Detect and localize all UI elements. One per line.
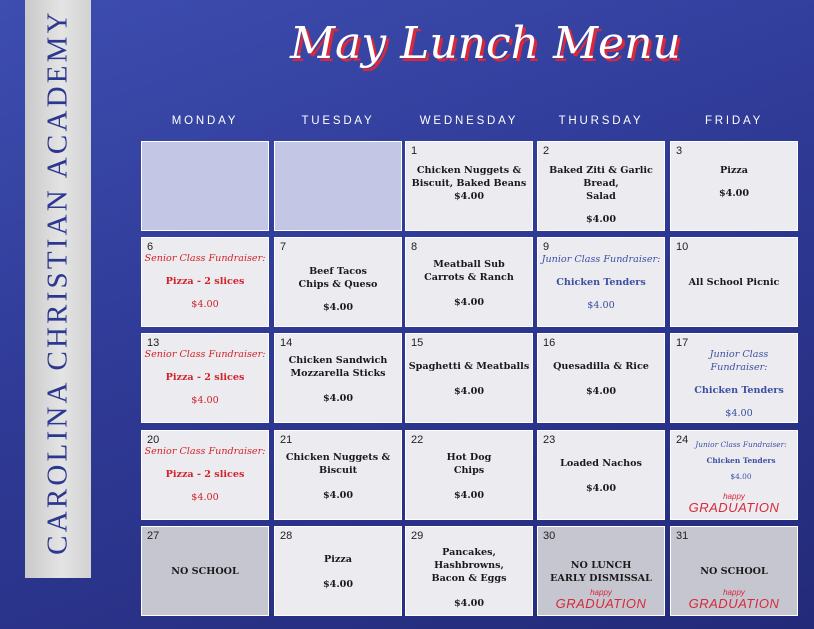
fundraiser-note: Senior Class Fundraiser:	[144, 446, 266, 457]
price: $4.00	[453, 191, 485, 202]
calendar-cell-may-23	[537, 430, 665, 520]
menu-item: Pizza - 2 slices	[165, 372, 245, 383]
calendar-cell-may-2	[537, 141, 665, 231]
price: $4.00	[730, 472, 752, 481]
price: $4.00	[585, 483, 617, 494]
day-number: 13	[147, 337, 160, 349]
day-number: 1	[411, 145, 418, 157]
day-number: 17	[676, 337, 689, 349]
calendar-cell-may-8	[405, 237, 533, 327]
menu-item: NO SCHOOL	[171, 566, 239, 577]
calendar-cell-may-31	[670, 526, 798, 616]
menu-item: Loaded Nachos	[560, 458, 642, 469]
day-number: 21	[280, 434, 293, 446]
day-number: 15	[411, 337, 424, 349]
calendar-cell-may-21	[274, 430, 402, 520]
price: $4.00	[453, 598, 485, 609]
menu-item: Pizza	[720, 165, 748, 176]
menu-item: Spaghetti & Meatballs	[408, 361, 530, 372]
header-monday: MONDAY	[171, 115, 239, 127]
menu-item: All School Picnic	[688, 277, 780, 288]
school-name: CAROLINA CHRISTIAN ACADEMY	[41, 9, 74, 555]
menu-item: Chicken Tenders	[706, 456, 776, 465]
price: $4.00	[191, 395, 219, 406]
calendar-cell-may-3	[670, 141, 798, 231]
day-number: 14	[280, 337, 293, 349]
menu-item: Carrots & Ranch	[424, 272, 514, 283]
day-number: 23	[543, 434, 556, 446]
menu-item: NO LUNCH	[570, 560, 632, 571]
price: $4.00	[322, 490, 354, 501]
calendar-cell-may-10	[670, 237, 798, 327]
price: $4.00	[585, 386, 617, 397]
page-title: May Lunch Menu	[290, 18, 681, 69]
menu-item: Salad	[586, 191, 616, 202]
price: $4.00	[322, 302, 354, 313]
menu-item: NO SCHOOL	[700, 566, 768, 577]
day-number: 31	[676, 530, 689, 542]
menu-item: Hot Dog	[446, 452, 492, 463]
menu-item: Pancakes, Hashbrowns,	[434, 547, 504, 571]
menu-item: Chips & Queso	[298, 279, 378, 290]
price: $4.00	[191, 492, 219, 503]
menu-item: Beef Tacos	[309, 266, 367, 277]
price: $4.00	[322, 579, 354, 590]
price: $4.00	[191, 299, 219, 310]
day-number: 3	[676, 145, 683, 157]
menu-item: Mozzarella Sticks	[290, 368, 386, 379]
calendar-cell-may-1	[405, 141, 533, 231]
day-number: 2	[543, 145, 550, 157]
calendar-cell-may-7	[274, 237, 402, 327]
header-thursday: THURSDAY	[558, 115, 644, 127]
fundraiser-note: Junior Class Fundraiser:	[541, 254, 661, 265]
calendar-cell-may-16	[537, 333, 665, 423]
day-number: 7	[280, 241, 287, 253]
menu-item: Pizza - 2 slices	[165, 276, 245, 287]
menu-item: Bacon & Eggs	[431, 573, 507, 584]
calendar-cell-may-30	[537, 526, 665, 616]
price: $4.00	[453, 490, 485, 501]
graduation-graphic: happy GRADUATION	[555, 588, 647, 611]
day-number: 9	[543, 241, 550, 253]
price: $4.00	[585, 214, 617, 225]
calendar-cell-may-13	[141, 333, 269, 423]
price: $4.00	[453, 297, 485, 308]
calendar-cell-empty	[141, 141, 269, 231]
day-number: 22	[411, 434, 424, 446]
calendar-cell-may-6	[141, 237, 269, 327]
menu-item: Biscuit	[318, 465, 358, 476]
fundraiser-note: Junior Class Fundraiser:	[695, 440, 787, 449]
menu-item: Chips	[453, 465, 485, 476]
menu-item: Chicken Nuggets &	[285, 452, 391, 463]
menu-item: Chicken Sandwich	[288, 355, 388, 366]
day-number: 20	[147, 434, 160, 446]
fundraiser-note: Senior Class Fundraiser:	[144, 253, 266, 264]
graduation-graphic: happy GRADUATION	[688, 588, 780, 611]
calendar-cell-may-24	[670, 430, 798, 520]
price: $4.00	[725, 408, 753, 419]
day-number: 30	[543, 530, 556, 542]
calendar-cell-may-22	[405, 430, 533, 520]
day-number: 27	[147, 530, 160, 542]
day-number: 16	[543, 337, 556, 349]
calendar-cell-empty	[274, 141, 402, 231]
day-number: 24	[676, 434, 689, 446]
calendar-cell-may-29	[405, 526, 533, 616]
day-number: 28	[280, 530, 293, 542]
day-number: 6	[147, 241, 154, 253]
calendar-cell-may-17	[670, 333, 798, 423]
calendar-cell-may-20	[141, 430, 269, 520]
menu-item: EARLY DISMISSAL	[550, 573, 652, 584]
graduation-graphic: happy GRADUATION	[688, 492, 780, 515]
calendar-cell-may-9	[537, 237, 665, 327]
menu-item: Quesadilla & Rice	[553, 361, 649, 372]
price: $4.00	[322, 393, 354, 404]
price: $4.00	[453, 386, 485, 397]
header-wednesday: WEDNESDAY	[419, 115, 519, 127]
day-number: 29	[411, 530, 424, 542]
day-number: 8	[411, 241, 418, 253]
price: $4.00	[587, 300, 615, 311]
menu-item: Meatball Sub	[433, 259, 505, 270]
fundraiser-note: Senior Class Fundraiser:	[144, 349, 266, 360]
menu-item: Baked Ziti & Garlic Bread,	[549, 165, 653, 189]
calendar-cell-may-14	[274, 333, 402, 423]
menu-item: Pizza - 2 slices	[165, 469, 245, 480]
fundraiser-note: Junior Class Fundraiser:	[709, 349, 769, 373]
menu-item: Chicken Tenders	[556, 277, 646, 288]
menu-item: Pizza	[324, 554, 352, 565]
day-number: 10	[676, 241, 689, 253]
calendar-cell-may-28	[274, 526, 402, 616]
menu-item: Chicken Nuggets &	[416, 165, 522, 176]
menu-item: Chicken Tenders	[694, 385, 784, 396]
calendar-cell-may-15	[405, 333, 533, 423]
header-tuesday: TUESDAY	[301, 115, 375, 127]
header-friday: FRIDAY	[704, 115, 764, 127]
price: $4.00	[718, 188, 750, 199]
menu-item: Biscuit, Baked Beans	[411, 178, 527, 189]
calendar-cell-may-27	[141, 526, 269, 616]
